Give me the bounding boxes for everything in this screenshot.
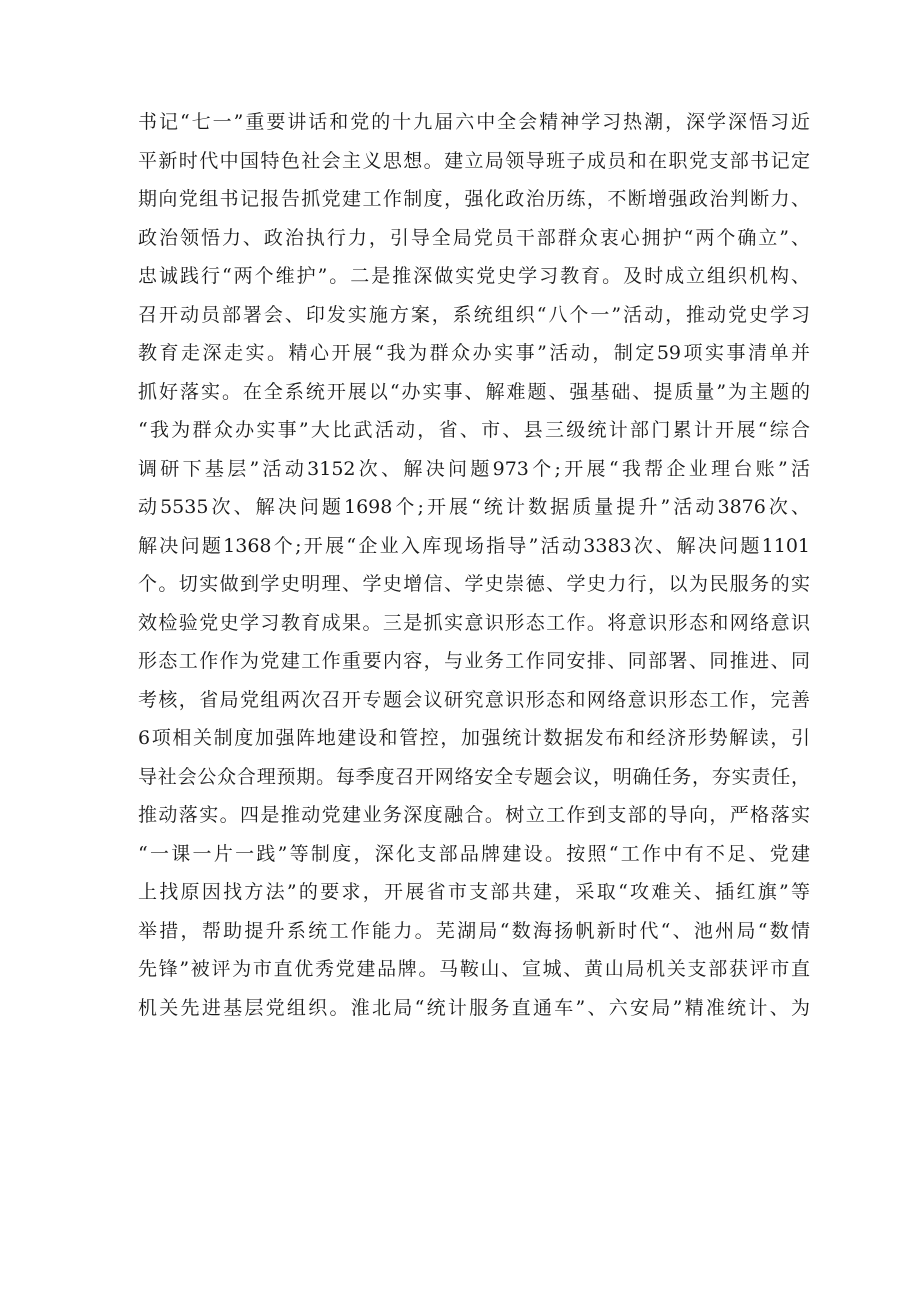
text-line-17: 6项相关制度加强阵地建设和管控，加强统计数据发布和经济形势解读，引: [138, 727, 810, 749]
text-line-14: 效检验党史学习教育成果。三是抓实意识形态工作。将意识形态和网络意识: [138, 611, 810, 634]
text-line-9: “我为群众办实事”大比武活动，省、市、县三级统计部门累计开展“综合: [138, 419, 810, 441]
text-line-2: 平新时代中国特色社会主义思想。建立局领导班子成员和在职党支部书记定: [138, 149, 810, 172]
text-line-10: 调研下基层”活动3152次、解决问题973个;开展“我帮企业理台账”活: [138, 457, 810, 480]
text-line-19: 推动落实。四是推动党建业务深度融合。树立工作到支部的导向，严格落实: [138, 804, 810, 826]
text-line-20: “一课一片一践”等制度，深化支部品牌建设。按照“工作中有不足、党建: [138, 842, 810, 865]
text-line-13: 个。切实做到学史明理、学史增信、学史崇德、学史力行，以为民服务的实: [138, 573, 810, 595]
text-line-7: 教育走深走实。精心开展“我为群众办实事”活动，制定59项实事清单并: [138, 342, 810, 364]
text-line-22: 举措，帮助提升系统工作能力。芜湖局“数海扬帆新时代“、池州局“数情: [138, 919, 810, 942]
text-line-15: 形态工作作为党建工作重要内容，与业务工作同安排、同部署、同推进、同: [138, 650, 810, 672]
text-line-11: 动5535次、解决问题1698个;开展“统计数据质量提升”活动3876次、: [138, 496, 810, 518]
text-line-5: 忠诚践行“两个维护”。二是推深做实党史学习教育。及时成立组织机构、: [138, 265, 810, 287]
body-text: [138, 103, 810, 1027]
text-line-3: 期向党组书记报告抓党建工作制度，强化政治历练，不断增强政治判断力、: [138, 188, 810, 210]
text-line-1: 书记“七一”重要讲话和党的十九届六中全会精神学习热潮，深学深悟习近: [138, 111, 810, 133]
text-line-16: 考核，省局党组两次召开专题会议研究意识形态和网络意识形态工作，完善: [138, 688, 810, 711]
text-line-4: 政治领悟力、政治执行力，引导全局党员干部群众衷心拥护“两个确立”、: [138, 226, 810, 249]
text-line-8: 抓好落实。在全系统开展以“办实事、解难题、强基础、提质量”为主题的: [138, 380, 810, 403]
text-line-12: 解决问题1368个;开展“企业入库现场指导”活动3383次、解决问题1101: [138, 534, 810, 557]
text-line-24: 机关先进基层党组织。淮北局“统计服务直通车”、六安局”精准统计、为: [138, 996, 810, 1019]
text-line-21: 上找原因找方法”的要求，开展省市支部共建，采取“攻难关、插红旗”等: [138, 881, 810, 903]
text-line-23: 先锋”被评为市直优秀党建品牌。马鞍山、宣城、黄山局机关支部获评市直: [138, 958, 810, 980]
text-line-6: 召开动员部署会、印发实施方案，系统组织“八个一”活动，推动党史学习: [138, 303, 810, 326]
text-line-18: 导社会公众合理预期。每季度召开网络安全专题会议，明确任务，夯实责任，: [138, 765, 810, 788]
